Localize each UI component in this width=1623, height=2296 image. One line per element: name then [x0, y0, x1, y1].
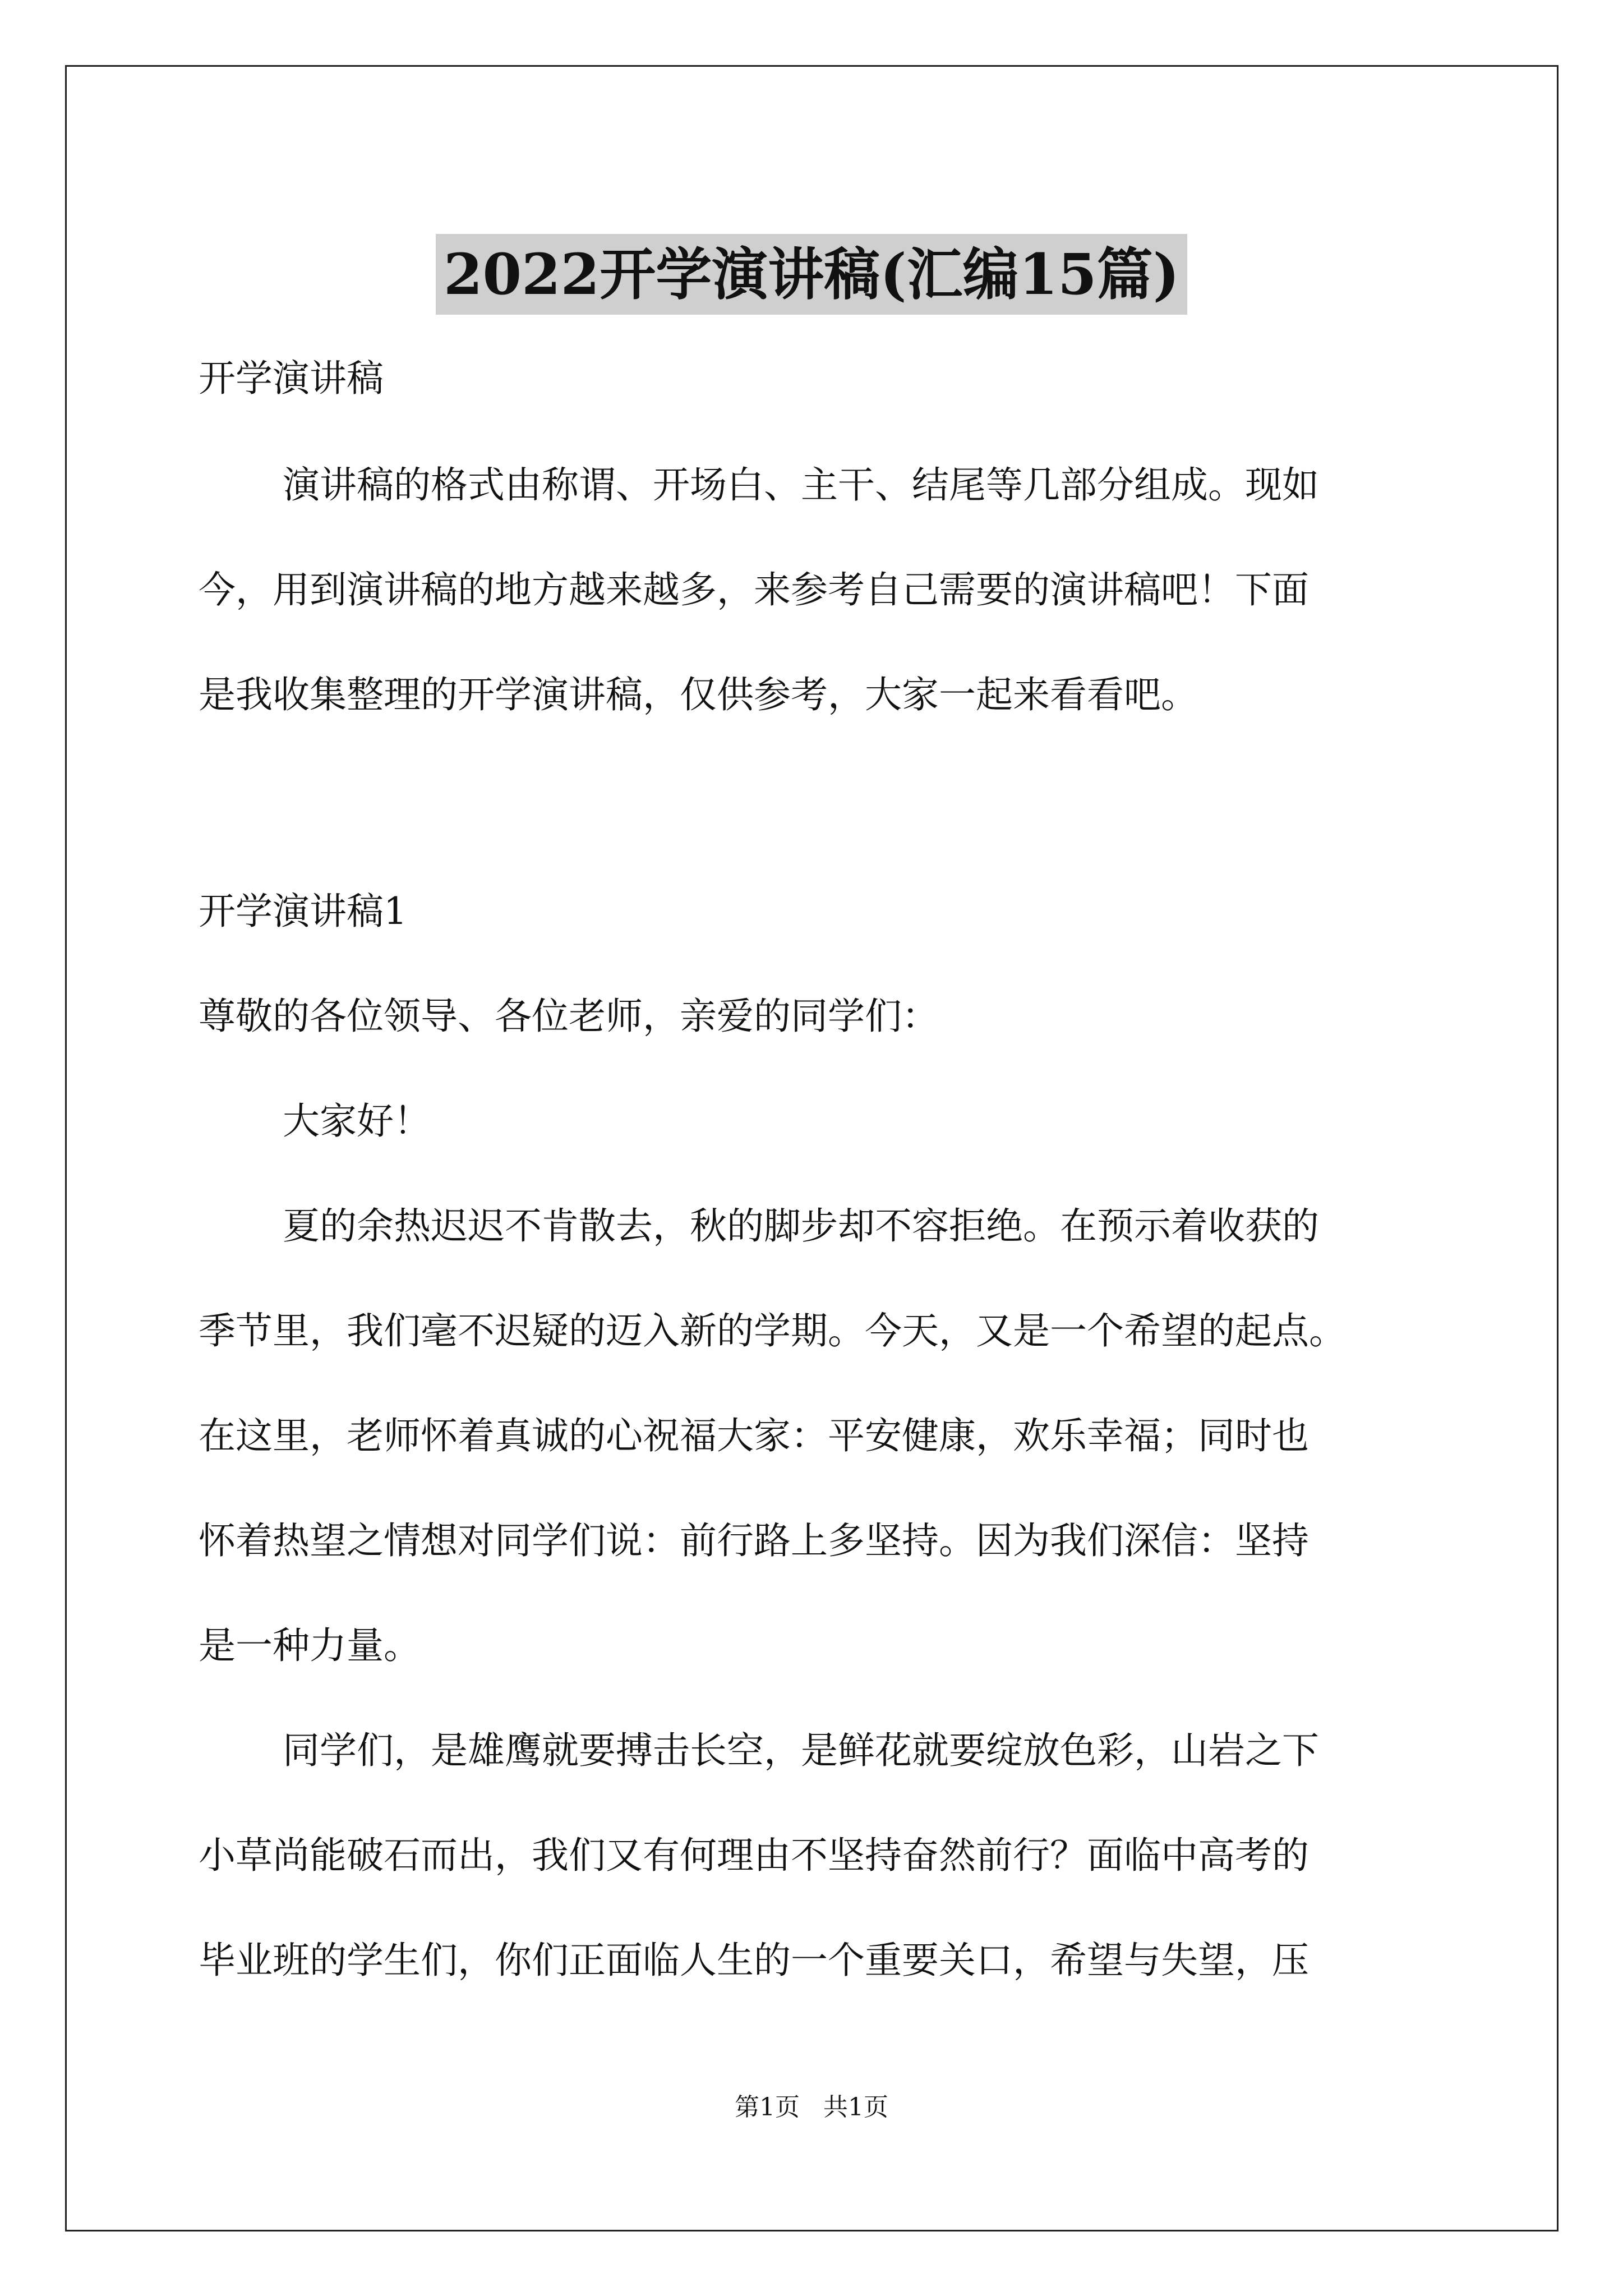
intro-line-3: 是我收集整理的开学演讲稿，仅供参考，大家一起来看看吧。 [199, 673, 1198, 716]
intro-line-2: 今，用到演讲稿的地方越来越多，来参考自己需要的演讲稿吧！下面 [199, 568, 1309, 611]
para1-line-4: 怀着热望之情想对同学们说：前行路上多坚持。因为我们深信：坚持 [199, 1519, 1309, 1562]
salutation: 尊敬的各位领导、各位老师，亲爱的同学们： [199, 995, 939, 1038]
page-total: 共1页 [823, 2093, 888, 2122]
intro-line-1: 演讲稿的格式由称谓、开场白、主干、结尾等几部分组成。现如 [283, 463, 1319, 507]
para1-line-3: 在这里，老师怀着真诚的心祝福大家：平安健康，欢乐幸福；同时也 [199, 1414, 1309, 1457]
para1-line-1: 夏的余热迟迟不肯散去，秋的脚步却不容拒绝。在预示着收获的 [283, 1204, 1319, 1248]
para1-line-5: 是一种力量。 [199, 1624, 421, 1667]
page-number: 第1页 [735, 2093, 800, 2122]
para2-line-2: 小草尚能破石而出，我们又有何理由不坚持奋然前行？面临中高考的 [199, 1834, 1309, 1877]
para2-line-1: 同学们，是雄鹰就要搏击长空，是鲜花就要绽放色彩，山岩之下 [283, 1729, 1319, 1772]
para1-line-2: 季节里，我们毫不迟疑的迈入新的学期。今天，又是一个希望的起点。 [199, 1309, 1346, 1352]
section-title: 开学演讲稿1 [199, 890, 407, 933]
document-title: 2022开学演讲稿(汇编15篇) [436, 234, 1187, 315]
doc-heading: 开学演讲稿 [199, 357, 384, 400]
para2-line-3: 毕业班的学生们，你们正面临人生的一个重要关口，希望与失望，压 [199, 1939, 1309, 1982]
greeting: 大家好！ [283, 1099, 431, 1143]
title-container [0, 196, 1623, 352]
page-footer [0, 2087, 1623, 2123]
